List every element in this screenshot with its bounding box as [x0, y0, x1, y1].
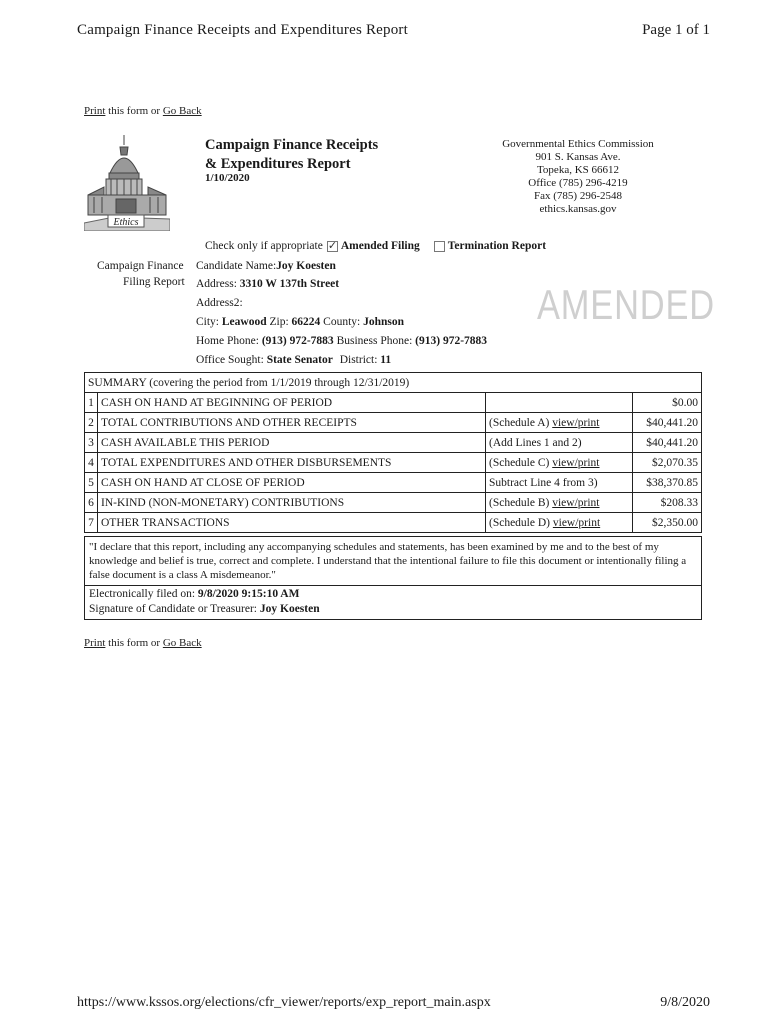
report-date: 1/10/2020	[205, 172, 250, 184]
row-schedule	[486, 433, 633, 453]
row-label: OTHER TRANSACTIONS	[98, 513, 486, 533]
row-number: 4	[85, 453, 98, 473]
amended-filing-label: Amended Filing	[340, 240, 420, 252]
zip-label: Zip:	[269, 316, 289, 328]
row-number: 2	[85, 413, 98, 433]
county-value: Johnson	[363, 316, 405, 328]
view-print-link[interactable]: view/print	[552, 516, 601, 529]
row-label: CASH AVAILABLE THIS PERIOD	[98, 433, 486, 453]
row-amount: $40,441.20	[633, 413, 702, 433]
declaration-statement: "I declare that this report, including any accompanying schedules and statements, has been examined by me and to the best of my knowledge and belief is true, correct and complete. I understand that the intentional failure to file this document or intentionally filing a false document is a class A misdemeanor."	[84, 536, 702, 586]
office-sought-label: Office Sought:	[196, 354, 264, 366]
district-label: District:	[339, 354, 378, 366]
row-amount: $2,350.00	[633, 513, 702, 533]
row-schedule	[486, 513, 633, 533]
summary-header-row	[85, 373, 702, 393]
district-value: 11	[380, 354, 392, 366]
check-prompt: Check only if appropriate	[205, 240, 323, 252]
row-number: 7	[85, 513, 98, 533]
print-footer-url: https://www.kssos.org/elections/cfr_viewer/reports/exp_report_main.aspx	[77, 995, 491, 1010]
commission-office-phone: Office (785) 296-4219	[528, 177, 628, 189]
row-label: CASH ON HAND AT CLOSE OF PERIOD	[98, 473, 486, 493]
row-label: CASH ON HAND AT BEGINNING OF PERIOD	[98, 393, 486, 413]
print-footer-date: 9/8/2020	[660, 995, 710, 1010]
row-number: 1	[85, 393, 98, 413]
home-phone-label: Home Phone:	[196, 335, 259, 347]
row-schedule	[486, 413, 633, 433]
row-amount: $0.00	[633, 393, 702, 413]
business-phone-label: Business Phone:	[336, 335, 413, 347]
amended-filing-checkbox[interactable]	[327, 241, 338, 252]
schedule-text: (Schedule B)	[489, 496, 553, 509]
candidate-name-value: Joy Koesten	[276, 260, 336, 272]
summary-row	[85, 393, 702, 413]
row-schedule	[486, 393, 633, 413]
print-header-title: Campaign Finance Receipts and Expenditures Report	[77, 22, 408, 38]
candidate-name-label: Candidate Name:	[196, 260, 277, 272]
view-print-link[interactable]: view/print	[552, 456, 600, 469]
city-label: City:	[196, 316, 220, 328]
address2-line	[196, 297, 243, 309]
print-header-page-number: Page 1 of 1	[642, 22, 710, 38]
city-zip-county-line	[196, 316, 404, 328]
row-amount: $2,070.35	[633, 453, 702, 473]
phone-line	[196, 335, 487, 347]
row-schedule	[486, 453, 633, 473]
summary-row	[85, 453, 702, 473]
row-number: 5	[85, 473, 98, 493]
address2-label: Address2:	[196, 297, 243, 309]
commission-name: Governmental Ethics Commission	[502, 138, 654, 150]
signature-line	[89, 602, 697, 617]
commission-contact-block	[480, 138, 676, 216]
filing-type-row	[205, 240, 546, 252]
go-back-link[interactable]: Go Back	[162, 105, 202, 117]
row-amount: $208.33	[633, 493, 702, 513]
summary-row	[85, 433, 702, 453]
kansas-capitol-logo	[84, 133, 170, 231]
address-line	[196, 278, 339, 290]
print-link[interactable]: Print	[84, 105, 106, 117]
go-back-link[interactable]: Go Back	[162, 637, 202, 649]
commission-city: Topeka, KS 66612	[536, 164, 620, 176]
business-phone-value: (913) 972-7883	[415, 335, 488, 347]
signature-label: Signature of Candidate or Treasurer:	[89, 603, 257, 615]
bottom-nav-links	[84, 637, 202, 649]
office-sought-line	[196, 354, 391, 366]
address-label: Address:	[196, 278, 237, 290]
schedule-text: (Schedule C)	[489, 456, 553, 469]
summary-row	[85, 473, 702, 493]
row-schedule	[486, 493, 633, 513]
report-title-line2: & Expenditures Report	[205, 156, 351, 172]
summary-table	[84, 372, 702, 533]
summary-row	[85, 413, 702, 433]
row-label: TOTAL EXPENDITURES AND OTHER DISBURSEMENTS	[98, 453, 486, 473]
amended-stamp: AMENDED	[537, 281, 715, 328]
top-nav-links	[84, 105, 202, 117]
summary-row	[85, 513, 702, 533]
row-number: 3	[85, 433, 98, 453]
side-label-line2: Filing Report	[123, 276, 185, 288]
summary-row	[85, 493, 702, 513]
filed-on-value: 9/8/2020 9:15:10 AM	[197, 588, 300, 600]
filing-signature-block	[84, 585, 702, 620]
row-label: TOTAL CONTRIBUTIONS AND OTHER RECEIPTS	[98, 413, 486, 433]
zip-value: 66224	[291, 316, 321, 328]
office-sought-value: State Senator	[266, 354, 333, 366]
city-value: Leawood	[221, 316, 267, 328]
links-separator-text: this form or	[105, 105, 163, 117]
links-separator-text: this form or	[105, 637, 163, 649]
commission-address: 901 S. Kansas Ave.	[535, 151, 621, 163]
schedule-text: (Schedule D)	[489, 516, 553, 529]
termination-report-label: Termination Report	[447, 240, 547, 252]
report-title-line1: Campaign Finance Receipts	[205, 137, 379, 153]
report-title	[205, 136, 378, 174]
home-phone-value: (913) 972-7883	[261, 335, 334, 347]
summary-header: SUMMARY (covering the period from 1/1/2019 through 12/31/2019)	[85, 373, 702, 393]
filed-on-line	[89, 587, 697, 602]
address-value: 3310 W 137th Street	[239, 278, 340, 290]
schedule-text: Subtract Line 4 from 3)	[489, 476, 598, 489]
termination-report-checkbox[interactable]	[434, 241, 445, 252]
candidate-name-line	[196, 260, 336, 272]
print-link[interactable]: Print	[84, 637, 106, 649]
schedule-text: (Add Lines 1 and 2)	[489, 436, 582, 449]
row-amount: $38,370.85	[633, 473, 702, 493]
schedule-text: (Schedule A)	[489, 416, 553, 429]
logo-text: Ethics	[113, 217, 139, 228]
view-print-link[interactable]: view/print	[552, 496, 600, 509]
view-print-link[interactable]: view/print	[552, 416, 600, 429]
side-label-line1: Campaign Finance	[97, 260, 184, 272]
signature-value: Joy Koesten	[259, 603, 320, 615]
row-amount: $40,441.20	[633, 433, 702, 453]
county-label: County:	[323, 316, 361, 328]
commission-fax: Fax (785) 296-2548	[534, 190, 622, 202]
filed-on-label: Electronically filed on:	[89, 588, 196, 600]
row-schedule	[486, 473, 633, 493]
row-label: IN-KIND (NON-MONETARY) CONTRIBUTIONS	[98, 493, 486, 513]
row-number: 6	[85, 493, 98, 513]
commission-website: ethics.kansas.gov	[539, 203, 617, 215]
